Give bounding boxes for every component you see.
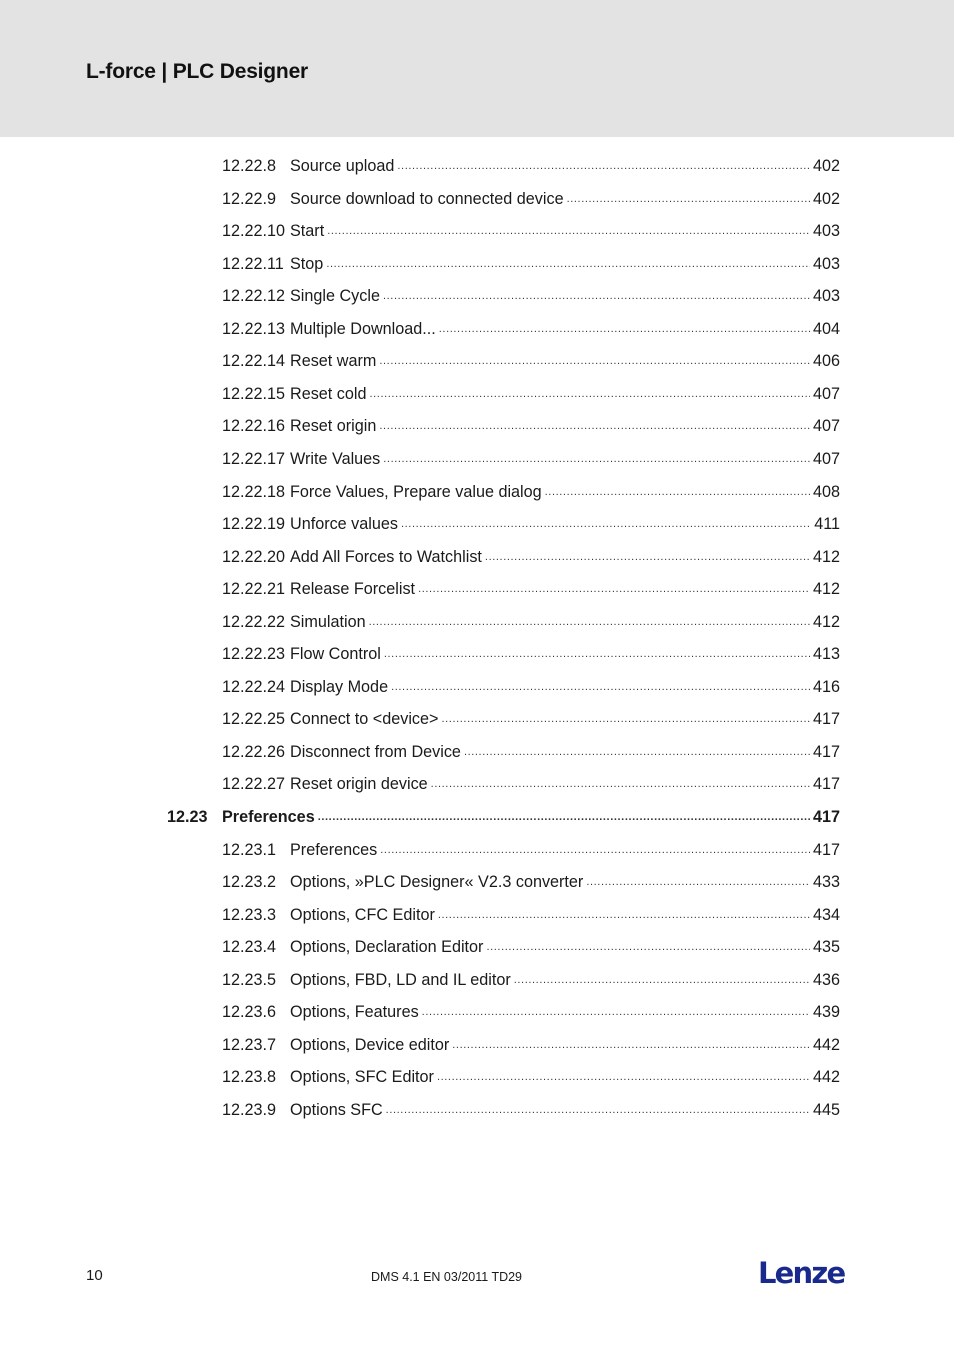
toc-entry[interactable] [0, 866, 954, 898]
toc-entry-page: 416 [812, 677, 840, 696]
toc-entry-page: 402 [812, 157, 840, 175]
toc-entry-number: 12.22.24 [222, 677, 286, 696]
toc-entry-page: 436 [812, 970, 840, 989]
toc-entry-number: 12.22.21 [222, 580, 286, 599]
toc-entry-title: Force Values, Prepare value dialog [290, 482, 542, 501]
toc-entry[interactable] [0, 931, 954, 963]
toc-dot-leader [485, 541, 810, 573]
toc-entry-title: Simulation [290, 612, 366, 631]
lenze-logo: Lenze [758, 1256, 845, 1290]
toc-dot-leader [369, 378, 810, 410]
toc-dot-leader [422, 996, 810, 1028]
toc-entry[interactable] [0, 1029, 954, 1061]
toc-entry[interactable] [0, 703, 954, 735]
toc-dot-leader [380, 834, 810, 866]
toc-dot-leader [369, 606, 810, 638]
toc-entry-number: 12.23.8 [222, 1068, 277, 1087]
toc-entry[interactable] [0, 1094, 954, 1126]
toc-dot-leader [545, 476, 810, 508]
toc-entry-page: 435 [812, 938, 840, 957]
toc-entry[interactable] [0, 736, 954, 768]
toc-entry[interactable] [0, 150, 954, 182]
toc-dot-leader [514, 964, 810, 996]
toc-entry-page: 413 [812, 645, 840, 664]
toc-entry-number: 12.22.27 [222, 775, 286, 794]
toc-entry-number: 12.23.2 [222, 873, 277, 892]
toc-entry-title: Unforce values [290, 515, 398, 534]
toc-entry-page: 442 [812, 1035, 840, 1054]
toc-entry-page: 407 [812, 384, 840, 403]
toc-dot-leader [379, 410, 810, 442]
toc-dot-leader [586, 866, 810, 898]
toc-entry-title: Add All Forces to Watchlist [290, 547, 482, 566]
toc-dot-leader [418, 573, 810, 605]
toc-entry[interactable] [0, 280, 954, 312]
toc-entry-title: Stop [290, 254, 324, 273]
toc-entry-number: 12.22.23 [222, 645, 286, 664]
toc-entry-title: Options, Device editor [290, 1035, 450, 1054]
toc-entry-title: Preferences [290, 840, 378, 859]
toc-entry-page: 412 [812, 580, 840, 599]
toc-entry-title: Options, CFC Editor [290, 905, 435, 924]
toc-entry[interactable] [0, 541, 954, 573]
toc-entry-page: 417 [812, 840, 840, 859]
toc-entry-title: Display Mode [290, 677, 389, 696]
toc-entry[interactable] [0, 573, 954, 605]
toc-entry-number: 12.22.13 [222, 319, 286, 338]
toc-entry-number: 12.22.17 [222, 449, 286, 468]
page-header [0, 0, 954, 137]
page-number: 10 [86, 1267, 103, 1284]
toc-dot-leader [442, 703, 810, 735]
toc-entry[interactable] [0, 508, 954, 540]
toc-entry-number: 12.23.5 [222, 970, 277, 989]
toc-entry-title: Write Values [290, 449, 381, 468]
document-id: DMS 4.1 EN 03/2011 TD29 [371, 1270, 523, 1284]
toc-dot-leader [397, 150, 810, 182]
toc-entry-title: Source upload [290, 157, 395, 175]
toc-entry-number: 12.22.14 [222, 352, 286, 371]
toc-dot-leader [452, 1029, 810, 1061]
toc-entry[interactable] [0, 1061, 954, 1093]
toc-entry-number: 12.22.12 [222, 287, 286, 306]
toc-entry-page: 402 [812, 189, 840, 208]
toc-entry-title: Flow Control [290, 645, 381, 664]
toc-entry-page: 403 [812, 254, 840, 273]
toc-dot-leader [437, 1061, 810, 1093]
toc-entry[interactable] [0, 215, 954, 247]
toc-dot-leader [326, 248, 810, 280]
toc-entry-page: 411 [814, 515, 840, 534]
toc-entry-number: 12.22.19 [222, 515, 286, 534]
toc-dot-leader [318, 801, 810, 833]
toc-entry-number: 12.22.10 [222, 222, 286, 241]
toc-entry-page: 408 [812, 482, 840, 501]
toc-dot-leader [439, 313, 810, 345]
toc-dot-leader [391, 671, 810, 703]
toc-entry-title: Connect to <device> [290, 710, 439, 729]
toc-entry-number: 12.22.15 [222, 384, 286, 403]
toc-entry[interactable] [0, 378, 954, 410]
toc-entry[interactable] [0, 964, 954, 996]
toc-entry-page: 412 [812, 612, 840, 631]
toc-entry[interactable] [0, 345, 954, 377]
toc-entry-title: Options, Declaration Editor [290, 938, 484, 957]
toc-entry[interactable] [0, 313, 954, 345]
toc-entry[interactable] [0, 606, 954, 638]
toc-entry-number: 12.23.7 [222, 1035, 277, 1054]
toc-entry-page: 442 [812, 1068, 840, 1087]
toc-section-entry[interactable] [0, 801, 954, 833]
toc-entry-title: Options, Features [290, 1003, 419, 1022]
toc-entry-number: 12.22.11 [222, 254, 284, 273]
toc-entry-number: 12.22.8 [222, 157, 277, 175]
toc-entry-title: Release Forcelist [290, 580, 416, 599]
toc-dot-leader [401, 508, 811, 540]
toc-dot-leader [486, 931, 810, 963]
toc-entry-number: 12.23.6 [222, 1003, 277, 1022]
toc-dot-leader [431, 768, 810, 800]
toc-entry-number: 12.22.22 [222, 612, 286, 631]
toc-entry[interactable] [0, 443, 954, 475]
toc-entry[interactable] [0, 834, 954, 866]
toc-entry-page: 434 [812, 905, 840, 924]
toc-entry-number: 12.23.3 [222, 905, 277, 924]
toc-dot-leader [383, 443, 810, 475]
toc-entry-title: Options, »PLC Designer« V2.3 converter [290, 873, 584, 892]
toc-dot-leader [383, 280, 810, 312]
toc-entry-number: 12.23.1 [222, 840, 277, 859]
toc-entry-page: 407 [812, 449, 840, 468]
toc-entry-title: Disconnect from Device [290, 742, 461, 761]
toc-entry[interactable] [0, 183, 954, 215]
toc-entry-number: 12.23.4 [222, 938, 277, 957]
toc-entry-page: 403 [812, 287, 840, 306]
toc-entry[interactable] [0, 768, 954, 800]
toc-entry-page: 407 [812, 417, 840, 436]
toc-entry[interactable] [0, 638, 954, 670]
toc-entry-title: Source download to connected device [290, 189, 564, 208]
toc-entry[interactable] [0, 996, 954, 1028]
toc-entry-page: 417 [812, 742, 840, 761]
toc-entry-page: 439 [812, 1003, 840, 1022]
toc-entry-title: Options SFC [290, 1100, 383, 1119]
toc-entry-page: 445 [812, 1100, 840, 1119]
toc-entry-page: 417 [812, 775, 840, 794]
toc-entry[interactable] [0, 248, 954, 280]
toc-entry-title: Preferences [222, 808, 315, 826]
toc-entry-title: Reset origin device [290, 775, 428, 794]
toc-entry-number: 12.23.9 [222, 1100, 277, 1119]
toc-entry-number: 12.22.20 [222, 547, 286, 566]
toc-dot-leader [567, 183, 810, 215]
toc-entry-title: Multiple Download... [290, 319, 436, 338]
toc-entry[interactable] [0, 476, 954, 508]
toc-entry-title: Start [290, 222, 325, 241]
toc-entry-title: Single Cycle [290, 287, 380, 306]
toc-dot-leader [384, 638, 810, 670]
toc-entry-page: 404 [812, 319, 840, 338]
toc-entry[interactable] [0, 410, 954, 442]
toc-entry-number: 12.22.26 [222, 742, 286, 761]
toc-entry-page: 417 [812, 808, 840, 826]
header-title: L-force | PLC Designer [86, 60, 309, 83]
toc-dot-leader [438, 899, 810, 931]
toc-entry-title: Options, SFC Editor [290, 1068, 434, 1087]
toc-entry[interactable] [0, 899, 954, 931]
toc-entry-number: 12.22.9 [222, 189, 277, 208]
toc-entry-title: Options, FBD, LD and IL editor [290, 970, 511, 989]
toc-entry-page: 433 [812, 873, 840, 892]
toc-entry-page: 406 [812, 352, 840, 371]
toc-entry[interactable] [0, 671, 954, 703]
toc-entry-number: 12.22.16 [222, 417, 286, 436]
toc-entry-number: 12.23 [167, 808, 208, 826]
toc-entry-page: 403 [812, 222, 840, 241]
toc-dot-leader [379, 345, 810, 377]
toc-dot-leader [327, 215, 810, 247]
toc-entry-number: 12.22.25 [222, 710, 286, 729]
toc-entry-title: Reset warm [290, 352, 377, 371]
toc-entry-title: Reset cold [290, 384, 367, 403]
toc-dot-leader [464, 736, 810, 768]
toc-entry-number: 12.22.18 [222, 482, 286, 501]
toc-entry-page: 412 [812, 547, 840, 566]
toc-entry-page: 417 [812, 710, 840, 729]
toc-entry-title: Reset origin [290, 417, 377, 436]
toc-dot-leader [386, 1094, 810, 1126]
